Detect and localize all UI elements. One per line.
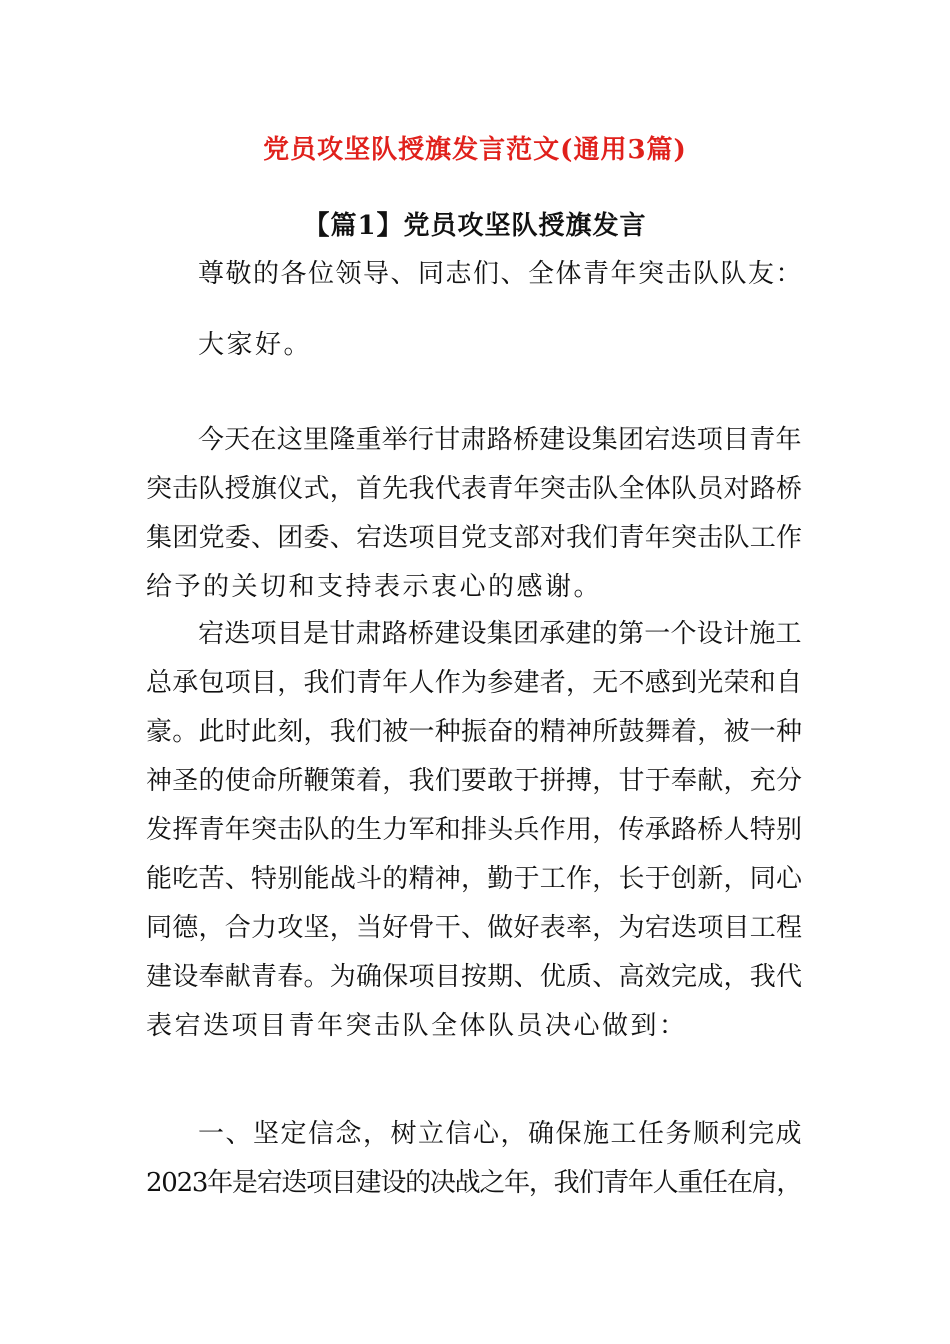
paragraph-line: 神圣的使命所鞭策着，我们要敢于拼搏，甘于奉献，充分: [146, 766, 803, 796]
paragraph-line: 给予的关切和支持表示衷心的感谢。: [146, 572, 603, 602]
greeting-line: 尊敬的各位领导、同志们、全体青年突击队队友：: [198, 259, 804, 289]
section-heading: 【篇1】党员攻坚队授旗发言: [303, 211, 647, 241]
paragraph-line: 建设奉献青春。为确保项目按期、优质、高效完成，我代: [146, 962, 803, 992]
paragraph-2: [146, 610, 806, 1051]
paragraph-line: 豪。此时此刻，我们被一种振奋的精神所鼓舞着，被一种: [146, 717, 803, 747]
paragraph-line: 今天在这里隆重举行甘肃路桥建设集团宕迭项目青年: [198, 425, 802, 455]
document-title: 党员攻坚队授旗发言范文(通用3篇): [263, 135, 687, 165]
paragraph-1: [146, 416, 806, 612]
paragraph-line: 集团党委、团委、宕迭项目党支部对我们青年突击队工作: [146, 523, 803, 553]
paragraph-line: 突击队授旗仪式，首先我代表青年突击队全体队员对路桥: [146, 474, 803, 504]
paragraph-line: 同德，合力攻坚，当好骨干、做好表率，为宕迭项目工程: [146, 913, 803, 943]
hello-line: 大家好。: [198, 330, 313, 360]
paragraph-line: 能吃苦、特别能战斗的精神，勤于工作，长于创新，同心: [146, 864, 803, 894]
paragraph-line: 表宕迭项目青年突击队全体队员决心做到：: [146, 1011, 688, 1041]
paragraph-line: 宕迭项目是甘肃路桥建设集团承建的第一个设计施工: [198, 619, 802, 649]
subsection-heading-line: 一、坚定信念，树立信心，确保施工任务顺利完成: [198, 1119, 804, 1149]
paragraph-line: 2023年是宕迭项目建设的决战之年，我们青年人重任在肩，: [146, 1168, 802, 1198]
paragraph-3: [146, 1110, 806, 1208]
paragraph-line: 总承包项目，我们青年人作为参建者，无不感到光荣和自: [146, 668, 803, 698]
greeting-paragraph: [146, 250, 806, 299]
paragraph-line: 发挥青年突击队的生力军和排头兵作用，传承路桥人特别: [146, 815, 803, 845]
hello-paragraph: [146, 321, 806, 370]
